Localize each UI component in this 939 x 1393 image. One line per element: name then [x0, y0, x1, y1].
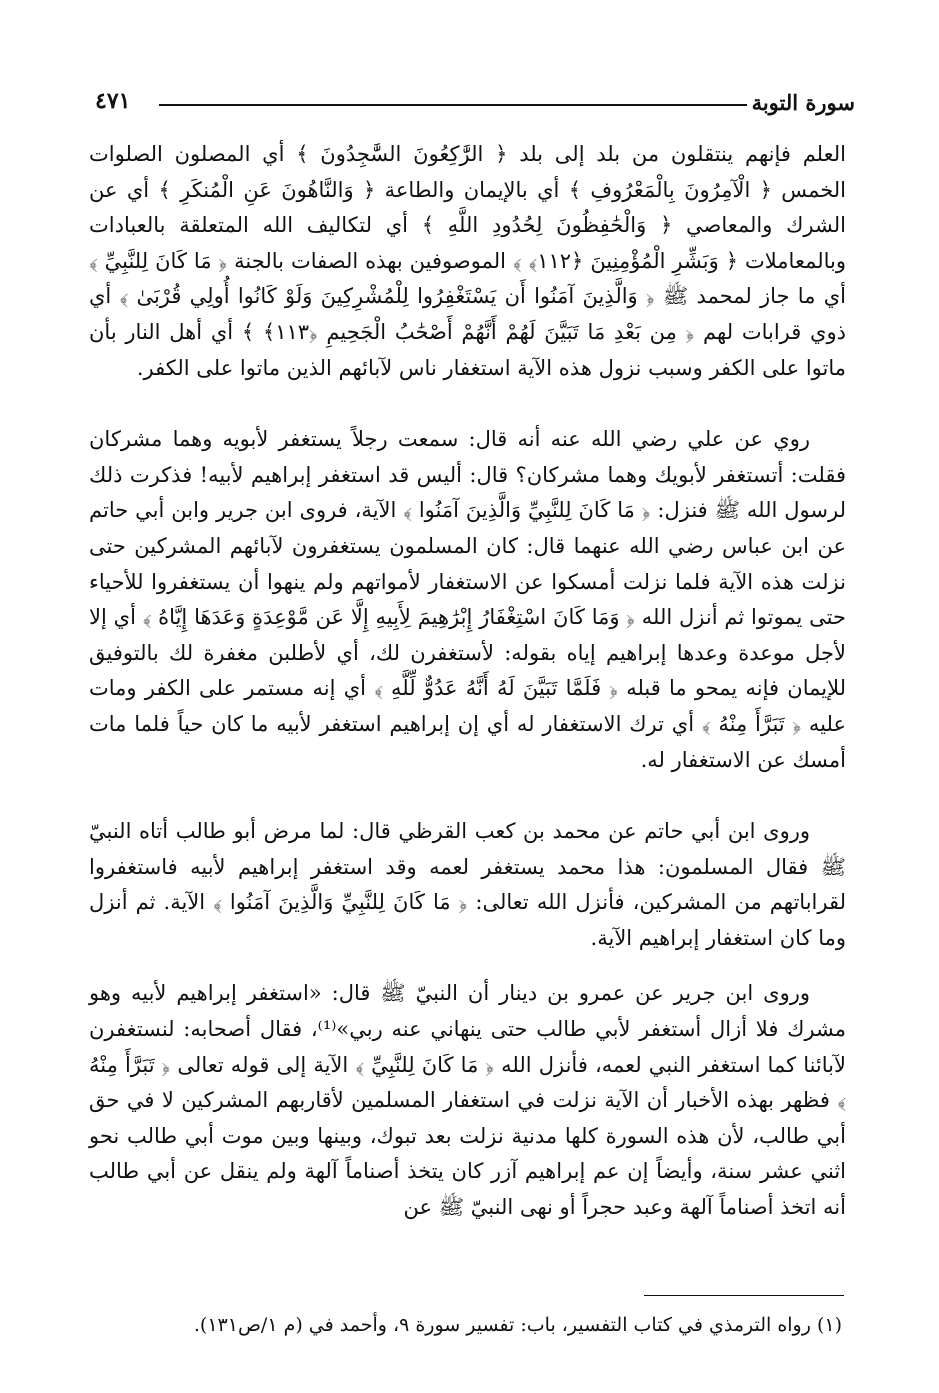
page-number: ٤٧١: [95, 88, 131, 114]
paragraph-tafsir-verses: العلم فإنهم ينتقلون من بلد إلى بلد ﴿ الرَّٰكِعُونَ السَّٰجِدُونَ ﴾ أي المصلون الصلوات الخمس ﴿ الْآمِرُونَ بِالْمَعْرُوفِ ﴾ أي بالإيمان والطاعة ﴿ وَالنَّاهُونَ عَنِ الْمُنكَرِ ﴾ أي عن الشرك والمعاصي ﴿ وَالْحَٰفِظُونَ لِحُدُودِ اللَّهِ ﴾ أي لتكاليف الله المتعلقة بالعبادات وبالمعاملات ﴿ وَبَشِّرِ الْمُؤْمِنِينَ ﴿١١٢﴾ ﴾ الموصوفين بهذه الصفات بالجنة ﴿ مَا كَانَ لِلنَّبِيِّ ﴾ أي ما جاز لمحمد ﷺ ﴿ وَالَّذِينَ آمَنُوا أَن يَسْتَغْفِرُوا لِلْمُشْرِكِينَ وَلَوْ كَانُوا أُولِي قُرْبَىٰ ﴾ أي ذوي قرابات لهم ﴿ مِن بَعْدِ مَا تَبَيَّنَ لَهُمْ أَنَّهُمْ أَصْحَٰبُ الْجَحِيمِ ﴿١١٣﴾ ﴾ أي أهل النار بأن ماتوا على الكفر وسبب نزول هذه الآية استغفار ناس لآبائهم الذين ماتوا على الكفر.: [89, 142, 847, 380]
header-rule: [159, 104, 747, 106]
paragraph-ali-narration: روي عن علي رضي الله عنه أنه قال: سمعت رجلاً يستغفر لأبويه وهما مشركان فقلت: أتستغفر لأبويك وهما مشركان؟ قال: أليس قد استغفر إبراهيم لأبيه! فذكرت ذلك لرسول الله ﷺ فنزل: ﴿ مَا كَانَ لِلنَّبِيِّ وَالَّذِينَ آمَنُوا ﴾ الآية، فروى ابن جرير وابن أبي حاتم عن ابن عباس رضي الله عنهما قال: كان المسلمون يستغفرون لآبائهم المشركين حتى نزلت هذه الآية فلما نزلت أمسكوا عن الاستغفار لأمواتهم ولم ينهوا أن يستغفروا للأحياء حتى يموتوا ثم أنزل الله ﴿ وَمَا كَانَ اسْتِغْفَارُ إِبْرَٰهِيمَ لِأَبِيهِ إِلَّا عَن مَّوْعِدَةٍ وَعَدَهَا إِيَّاهُ ﴾ أي إلا لأجل موعدة وعدها إبراهيم إياه بقوله: لأستغفرن لك، أي لأطلبن مغفرة لك بالتوفيق للإيمان فإنه يمحو ما قبله ﴿ فَلَمَّا تَبَيَّنَ لَهُ أَنَّهُ عَدُوٌّ لِّلَّهِ ﴾ أي إنه مستمر على الكفر ومات عليه ﴿ تَبَرَّأَ مِنْهُ ﴾ أي ترك الاستغفار له أي إن إبراهيم استغفر لأبيه ما كان حياً فلما مات أمسك عن الاستغفار له.: [89, 427, 847, 772]
footnote-separator: [644, 1295, 844, 1296]
running-header: [95, 86, 855, 120]
main-text: [89, 137, 846, 1226]
surah-title: سورة التوبة: [751, 90, 855, 115]
paragraph-ibn-dinar-narration: وروى ابن جرير عن عمرو بن دينار أن النبيّ ﷺ قال: «استغفر إبراهيم لأبيه وهو مشرك فلا أزال أستغفر لأبي طالب حتى ينهاني عنه ربي»⁽¹⁾، فقال أصحابه: لنستغفرن لآبائنا كما استغفر النبي لعمه، فأنزل الله ﴿ مَا كَانَ لِلنَّبِيِّ ﴾ الآية إلى قوله تعالى ﴿ تَبَرَّأَ مِنْهُ ﴾ فظهر بهذه الأخبار أن الآية نزلت في استغفار المسلمين لأقاربهم المشركين لا في حق أبي طالب، لأن هذه السورة كلها مدنية نزلت بعد تبوك، وبينها وبين موت أبي طالب نحو اثني عشر سنة، وأيضاً إن عم إبراهيم آزر كان يتخذ أصناماً آلهة ولم ينقل عن أبي طالب أنه اتخذ أصناماً آلهة وعبد حجراً أو نهى النبيّ ﷺ عن: [89, 981, 846, 1220]
footnote: (١) رواه الترمذي في كتاب التفسير، باب: تفسير سورة ٩، وأحمد في (م ١/ص١٣١).: [193, 1314, 842, 1336]
paragraph-qurazi-narration: وروى ابن أبي حاتم عن محمد بن كعب القرظي قال: لما مرض أبو طالب أتاه النبيّ ﷺ فقال المسلمون: هذا محمد يستغفر لعمه وقد استغفر إبراهيم لأبيه فاستغفروا لقراباتهم من المشركين، فأنزل الله تعالى: ﴿ مَا كَانَ لِلنَّبِيِّ وَالَّذِينَ آمَنُوا ﴾ الآية. ثم أنزل وما كان استغفار إبراهيم الآية.: [89, 819, 846, 950]
